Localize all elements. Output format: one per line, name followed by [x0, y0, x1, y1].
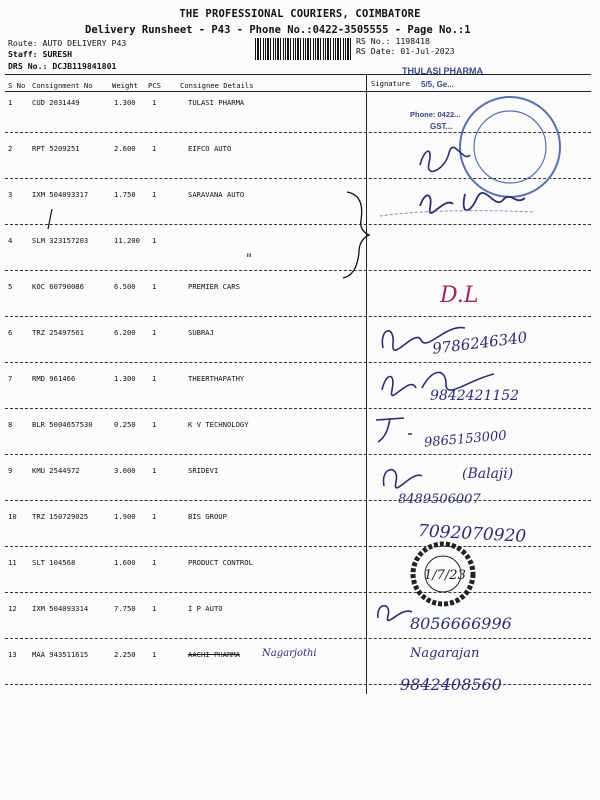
- row-consignee: THEERTHAPATHY: [188, 374, 245, 383]
- row5-handwriting: D.L: [440, 283, 479, 308]
- row-consignee: PREMIER CARS: [188, 282, 240, 291]
- row6-phone: 9786246340: [431, 328, 529, 358]
- row-consignee: TULASI PHARMA: [188, 98, 245, 107]
- row-separator: [5, 408, 591, 409]
- rs-date-label: RS Date:: [356, 46, 396, 56]
- row-separator: [5, 546, 591, 547]
- row-weight: 7.750: [114, 604, 136, 613]
- row-pcs: 1: [152, 604, 157, 613]
- row-weight: 2.600: [114, 144, 136, 153]
- row-separator: [5, 316, 591, 317]
- signature-row2: [415, 145, 475, 175]
- rs-no-line: [356, 36, 430, 46]
- row-consignment: SLM 323157203: [32, 236, 89, 245]
- runsheet-title: Delivery Runsheet - P43 - Phone No.:0422-3505555 - Page No.:1: [85, 24, 471, 36]
- col-weight: Weight: [112, 81, 138, 90]
- row-sno: 13: [8, 650, 17, 659]
- row-separator: [5, 638, 591, 639]
- signature-row3: [375, 186, 545, 226]
- table-bottom-rule: [5, 684, 591, 685]
- row-separator: [5, 500, 591, 501]
- row-weight: 1.300: [114, 374, 136, 383]
- row-sno: 12: [8, 604, 17, 613]
- table-top-rule: [5, 74, 591, 75]
- row13-name: Nagarajan: [410, 646, 480, 661]
- row-consignee: SARAVANA AUTO: [188, 190, 245, 199]
- row-consignment: MAA 943511615: [32, 650, 89, 659]
- row-separator: [5, 362, 591, 363]
- row-weight: 1.600: [114, 558, 136, 567]
- route-line: [8, 38, 126, 48]
- row-consignment: KOC 60790086: [32, 282, 84, 291]
- staff-line: [8, 49, 72, 59]
- row-pcs: 1: [152, 144, 157, 153]
- row-weight: 1.900: [114, 512, 136, 521]
- row-weight: 11.200: [114, 236, 140, 245]
- row-consignment: IXM 504093317: [32, 190, 89, 199]
- row9-phone: 8489506007: [398, 492, 481, 507]
- row-sno: 2: [8, 144, 13, 153]
- row-pcs: 1: [152, 282, 157, 291]
- rs-no-value: 1198418: [395, 36, 430, 46]
- row-sno: 7: [8, 374, 13, 383]
- row-consignee: SRIDEVI: [188, 466, 219, 475]
- rs-date-value: 01-Jul-2023: [400, 46, 455, 56]
- col-consignee: Consignee Details: [180, 81, 254, 90]
- staff-label: Staff:: [8, 49, 38, 59]
- row11-date: 1/7/23: [424, 568, 466, 583]
- stamp-line1: THULASI PHARMA: [402, 66, 483, 76]
- signature-row8: [370, 412, 430, 448]
- stamp-line2: 5/5, Ge...: [421, 80, 454, 89]
- row9-name: (Balaji): [462, 466, 514, 482]
- row-pcs: 1: [152, 98, 157, 107]
- row13-phone: 9842408560: [400, 675, 502, 694]
- row-sno: 10: [8, 512, 17, 521]
- tick-mark-row3: [40, 205, 70, 235]
- row-sno: 11: [8, 558, 17, 567]
- row-weight: 6.200: [114, 328, 136, 337]
- row-pcs: 1: [152, 558, 157, 567]
- row-pcs: 1: [152, 190, 157, 199]
- row-consignee: I P AUTO: [188, 604, 223, 613]
- row13-consignee-note: Nagarjothi: [262, 648, 317, 659]
- row7-phone: 9842421152: [430, 388, 520, 404]
- row-sno: 3: [8, 190, 13, 199]
- row8-phone: 9865153000: [423, 428, 508, 451]
- row-separator: [5, 454, 591, 455]
- row10-phone: 7092070920: [417, 521, 527, 547]
- row-pcs: 1: [152, 650, 157, 659]
- row-sno: 4: [8, 236, 13, 245]
- row-sno: 9: [8, 466, 13, 475]
- route-label: Route:: [8, 38, 38, 48]
- row-sno: 8: [8, 420, 13, 429]
- row-weight: 3.000: [114, 466, 136, 475]
- staff-value: SURESH: [42, 49, 73, 59]
- row-consignee: BIS GROUP: [188, 512, 227, 521]
- col-consignment: Consignment No: [32, 81, 93, 90]
- row-pcs: 1: [152, 236, 157, 245]
- row-pcs: 1: [152, 512, 157, 521]
- row-consignee: EIFCO AUTO: [188, 144, 232, 153]
- drs-label: DRS No.:: [8, 61, 48, 71]
- row-consignment: RPT 5209251: [32, 144, 80, 153]
- row-sno: 1: [8, 98, 13, 107]
- row-sno: 6: [8, 328, 13, 337]
- row-consignee: K V TECHNOLOGY: [188, 420, 249, 429]
- signature-row9: [378, 462, 428, 492]
- route-value: AUTO DELIVERY P43: [42, 38, 127, 48]
- company-title: THE PROFESSIONAL COURIERS, COIMBATORE: [179, 8, 421, 20]
- row-consignee: SUBRAJ: [188, 328, 214, 337]
- row-consignment: IXM 504093314: [32, 604, 89, 613]
- rs-date-line: [356, 46, 455, 56]
- row-separator: [5, 592, 591, 593]
- row-consignee: AACHI PHARMA: [188, 650, 240, 659]
- signature-column-divider: [366, 74, 367, 694]
- rs-no-label: RS No.:: [356, 36, 391, 46]
- row-pcs: 1: [152, 328, 157, 337]
- row-consignment: BLR 5004657530: [32, 420, 93, 429]
- row-weight: 1.750: [114, 190, 136, 199]
- row-separator: [5, 270, 591, 271]
- row-consignee: PRODUCT CONTROL: [188, 558, 253, 567]
- drs-line: [8, 61, 116, 71]
- row-consignment: SLT 104568: [32, 558, 76, 567]
- stamp-gst: GST...: [430, 122, 453, 131]
- row-consignment: CUD 2031449: [32, 98, 80, 107]
- stamp-phone: Phone: 0422...: [410, 110, 461, 119]
- row-weight: 0.250: [114, 420, 136, 429]
- row-consignment: KMU 2544972: [32, 466, 80, 475]
- col-signature: Signature: [371, 79, 410, 88]
- row-consignment: RMD 961466: [32, 374, 76, 383]
- ditto-mark: ": [246, 252, 252, 267]
- col-pcs: PCS: [148, 81, 161, 90]
- row12-phone: 8056666996: [410, 614, 512, 633]
- bracket-mark: [335, 190, 375, 280]
- row-pcs: 1: [152, 420, 157, 429]
- barcode: [255, 38, 351, 60]
- row-consignment: TRZ 150729025: [32, 512, 89, 521]
- drs-value: DCJB119841801: [52, 61, 117, 71]
- row-pcs: 1: [152, 374, 157, 383]
- col-sno: S No: [8, 81, 26, 90]
- row-consignment: TRZ 25497561: [32, 328, 84, 337]
- row-sno: 5: [8, 282, 13, 291]
- row-weight: 6.500: [114, 282, 136, 291]
- row-pcs: 1: [152, 466, 157, 475]
- row-weight: 2.250: [114, 650, 136, 659]
- row-weight: 1.300: [114, 98, 136, 107]
